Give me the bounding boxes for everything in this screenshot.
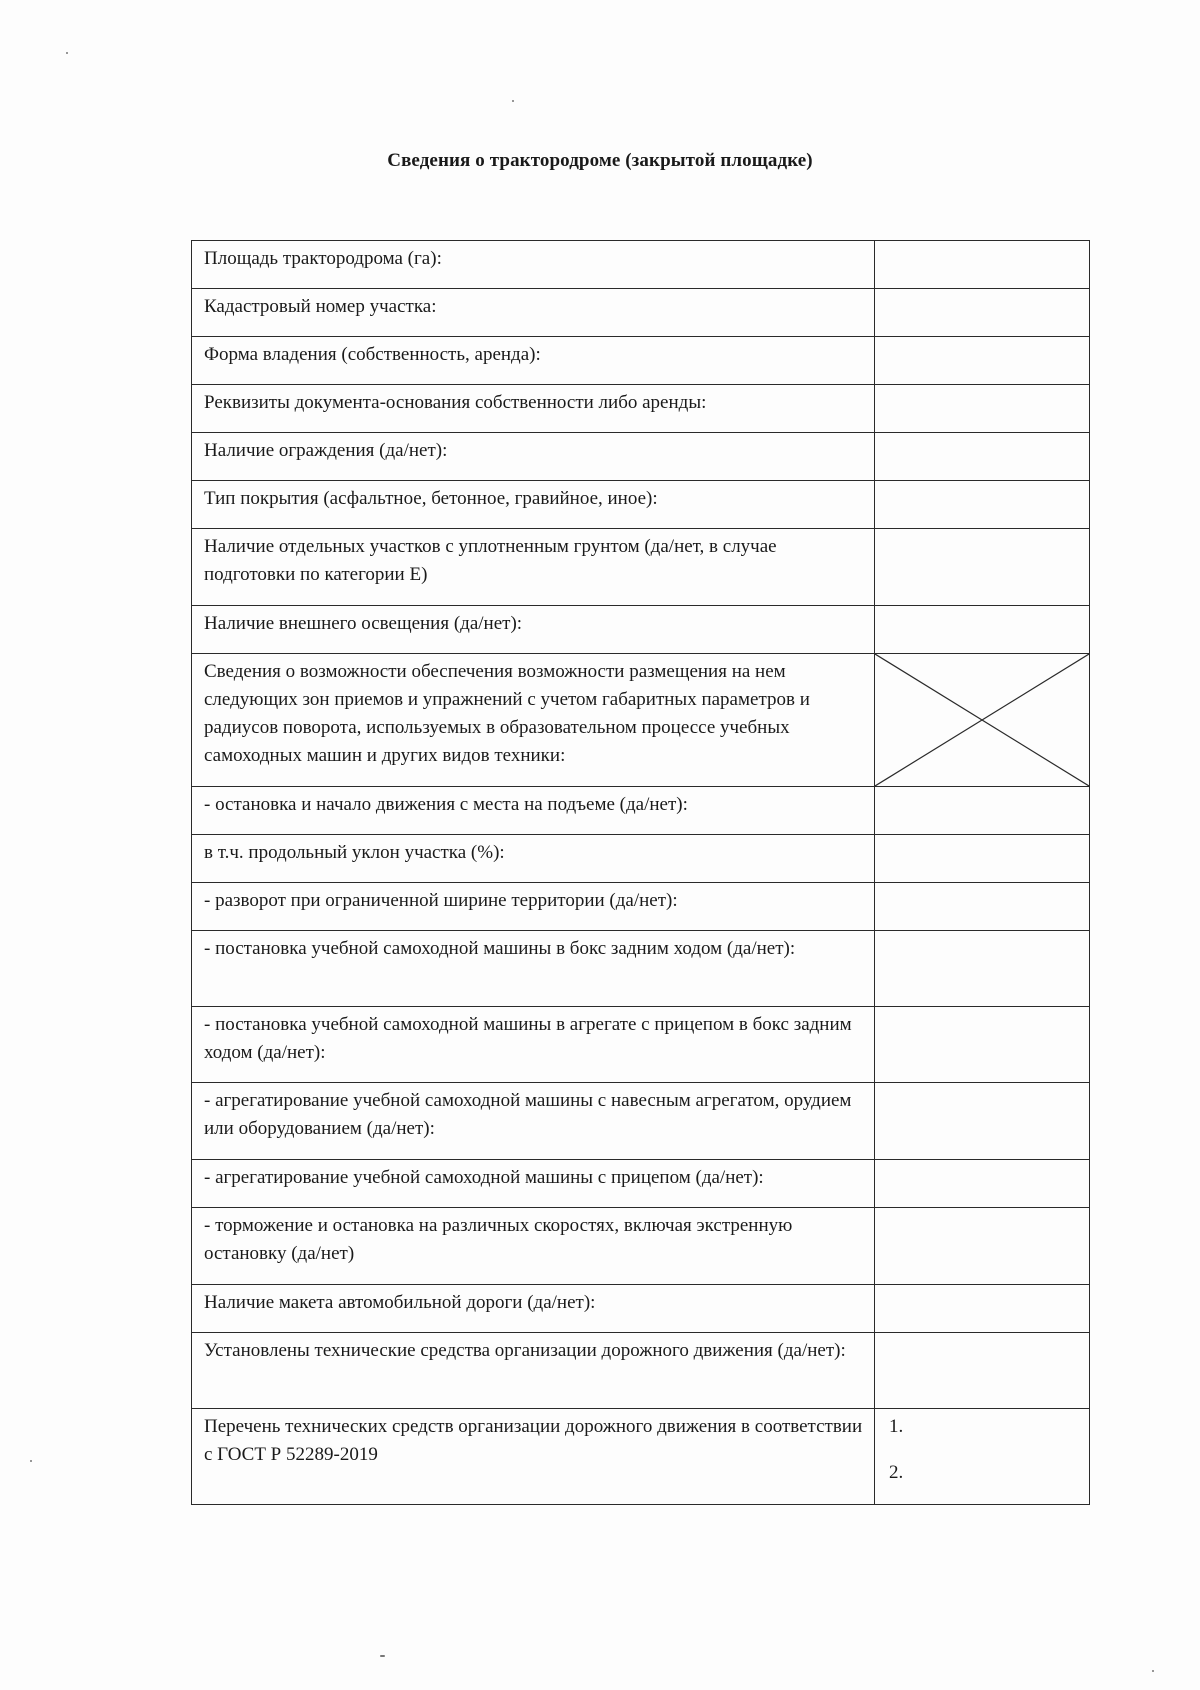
- row-value-cadastral[interactable]: [875, 289, 1090, 337]
- row-label-braking: - торможение и остановка на различных скоростях, включая экстренную остановку (да/нет): [192, 1208, 875, 1285]
- table-row: [192, 433, 1090, 481]
- row-value-area[interactable]: [875, 241, 1090, 289]
- table-row: [192, 787, 1090, 835]
- row-label-hill-start: - остановка и начало движения с места на подъеме (да/нет):: [192, 787, 875, 835]
- row-value-ownership[interactable]: [875, 337, 1090, 385]
- row-label-fencing: Наличие ограждения (да/нет):: [192, 433, 875, 481]
- row-label-traffic-devices-list: Перечень технических средств организации дорожного движения в соответствии с ГОСТ Р 52289-2019: [192, 1409, 875, 1505]
- row-label-mounted-implement: - агрегатирование учебной самоходной машины с навесным агрегатом, орудием или оборудованием (да/нет):: [192, 1083, 875, 1160]
- row-label-road-model: Наличие макета автомобильной дороги (да/нет):: [192, 1285, 875, 1333]
- scan-speck: [66, 52, 68, 54]
- table-row: [192, 931, 1090, 1007]
- row-label-compacted-soil: Наличие отдельных участков с уплотненным грунтом (да/нет, в случае подготовки по категории Е): [192, 529, 875, 606]
- row-label-zones-heading: Сведения о возможности обеспечения возможности размещения на нем следующих зон приемов и упражнений с учетом габаритных параметров и радиусов поворота, используемых в образовательном процессе учебных самоходных машин и других видов техники:: [192, 654, 875, 787]
- row-label-trailer-reverse-parking: - постановка учебной самоходной машины в агрегате с прицепом в бокс задним ходом (да/нет):: [192, 1007, 875, 1083]
- row-value-hill-start[interactable]: [875, 787, 1090, 835]
- cross-out-mark: [875, 654, 1089, 786]
- document-title: Сведения о трактородроме (закрытой площадке): [387, 150, 813, 171]
- table-row: [192, 1083, 1090, 1160]
- table-row: [192, 654, 1090, 787]
- table-row: [192, 241, 1090, 289]
- row-value-compacted-soil[interactable]: [875, 529, 1090, 606]
- table-row: [192, 883, 1090, 931]
- row-label-surface-type: Тип покрытия (асфальтное, бетонное, гравийное, иное):: [192, 481, 875, 529]
- table-row: [192, 385, 1090, 433]
- row-label-cadastral: Кадастровый номер участка:: [192, 289, 875, 337]
- row-label-document-details: Реквизиты документа-основания собственности либо аренды:: [192, 385, 875, 433]
- row-value-traffic-devices[interactable]: [875, 1333, 1090, 1409]
- row-value-braking[interactable]: [875, 1208, 1090, 1285]
- table-row: [192, 529, 1090, 606]
- row-label-traffic-devices: Установлены технические средства организации дорожного движения (да/нет):: [192, 1333, 875, 1409]
- row-label-ownership: Форма владения (собственность, аренда):: [192, 337, 875, 385]
- tractor-track-info-table: [191, 240, 1090, 1505]
- table-row: [192, 289, 1090, 337]
- row-label-trailer-coupling: - агрегатирование учебной самоходной машины с прицепом (да/нет):: [192, 1160, 875, 1208]
- table-row: [192, 1208, 1090, 1285]
- row-value-fencing[interactable]: [875, 433, 1090, 481]
- table-row: [192, 1007, 1090, 1083]
- scan-speck: [380, 1655, 385, 1657]
- row-value-lighting[interactable]: [875, 606, 1090, 654]
- table-row: [192, 1285, 1090, 1333]
- row-value-road-model[interactable]: [875, 1285, 1090, 1333]
- table-row: [192, 1333, 1090, 1409]
- row-value-mounted-implement[interactable]: [875, 1083, 1090, 1160]
- row-value-trailer-reverse-parking[interactable]: [875, 1007, 1090, 1083]
- row-label-reverse-parking: - постановка учебной самоходной машины в бокс задним ходом (да/нет):: [192, 931, 875, 1007]
- row-value-u-turn[interactable]: [875, 883, 1090, 931]
- traffic-devices-list[interactable]: [875, 1409, 1090, 1505]
- scan-speck: [512, 100, 514, 102]
- list-item-number: 2.: [889, 1462, 904, 1483]
- row-label-slope: в т.ч. продольный уклон участка (%):: [192, 835, 875, 883]
- row-value-surface-type[interactable]: [875, 481, 1090, 529]
- table-row: [192, 481, 1090, 529]
- scan-speck: [1152, 1670, 1154, 1672]
- list-item-number: 1.: [889, 1416, 904, 1437]
- row-value-slope[interactable]: [875, 835, 1090, 883]
- table-row: [192, 1409, 1090, 1505]
- table-row: [192, 337, 1090, 385]
- table-row: [192, 606, 1090, 654]
- row-value-document-details[interactable]: [875, 385, 1090, 433]
- row-value-reverse-parking[interactable]: [875, 931, 1090, 1007]
- crossed-out-cell: [875, 654, 1090, 787]
- row-label-area: Площадь трактородрома (га):: [192, 241, 875, 289]
- row-label-u-turn: - разворот при ограниченной ширине территории (да/нет):: [192, 883, 875, 931]
- table-row: [192, 1160, 1090, 1208]
- table-row: [192, 835, 1090, 883]
- row-label-lighting: Наличие внешнего освещения (да/нет):: [192, 606, 875, 654]
- row-value-trailer-coupling[interactable]: [875, 1160, 1090, 1208]
- scan-speck: [30, 1460, 32, 1462]
